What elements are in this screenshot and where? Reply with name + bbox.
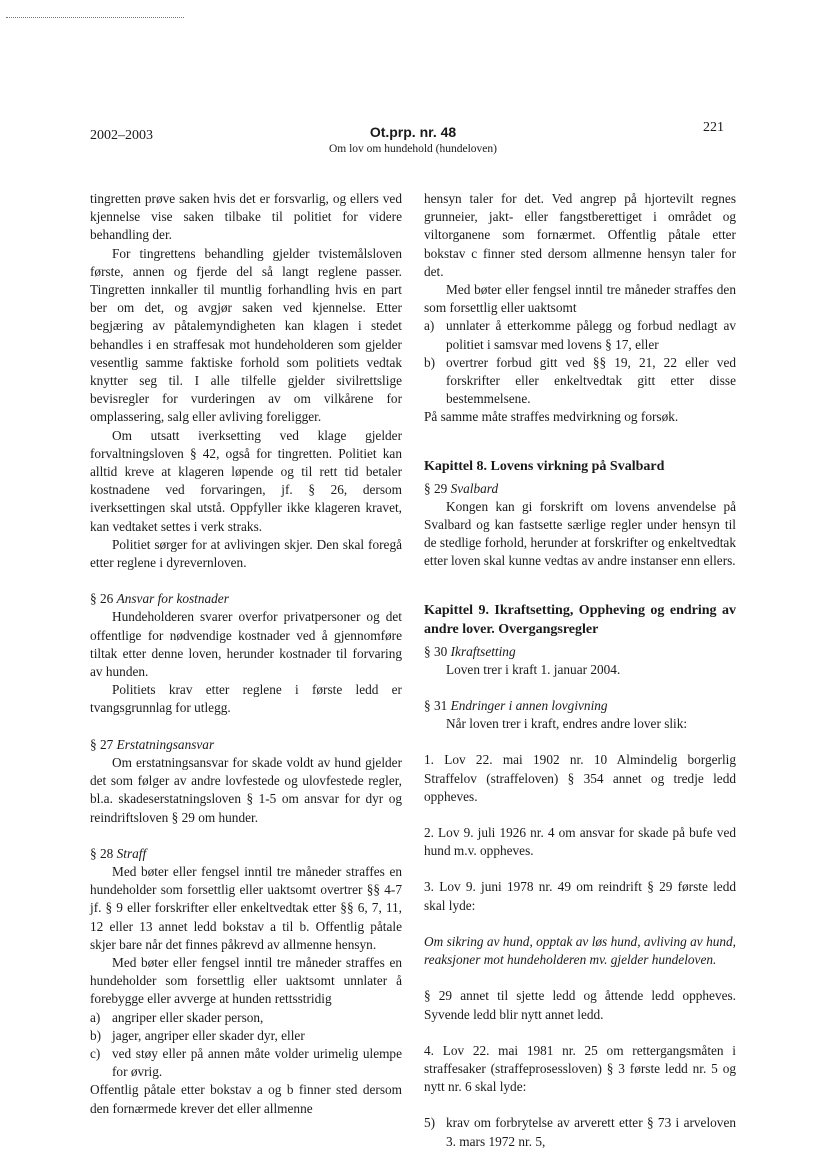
section-number: § 29: [424, 480, 448, 496]
paragraph: For tingrettens behandling gjelder tvistemålsloven første, annen og fjerde del så langt reglene passer. Tingretten innkaller til muntlig forhandling hvis en part ber om det, og avgjør saken ved kjennelse. Etter begjæring av påtalemyndigheten kan klagen i stedet behandles i en straffesak mot hundeholderen som gjelder vesentlig samme faktiske forhold som politiets vedtak knytter seg til. I alle tilfelle gjelder sivilrettslige bevisregler for vurderingen av om vilkårene for omplassering, salg eller avliving foreligger.: [90, 245, 402, 425]
paragraph: Om erstatningsansvar for skade voldt av hund gjelder det som følger av andre lovfestede og ulovfestede regler, bl.a. skadeserstatningsloven § 1-5 om ansvar for dyr og reindriftsloven § 29 om hunder.: [90, 754, 402, 825]
quoted-provision: Om sikring av hund, opptak av løs hund, avliving av hund, reaksjoner mot hundeholderen mv. gjelder hundeloven.: [424, 933, 736, 968]
amendment-item-1: 1. Lov 22. mai 1902 nr. 10 Almindelig borgerlig Straffelov (straffeloven) § 354 annet og tredje ledd oppheves.: [424, 752, 736, 804]
left-column: [90, 190, 402, 1118]
document-title: Ot.prp. nr. 48: [369, 124, 457, 140]
section-title: Ikraftsetting: [450, 643, 516, 659]
list-item: a) unnlater å etterkomme pålegg og forbud nedlagt av politiet i samsvar med lovens § 17, eller: [424, 318, 736, 352]
scan-artifact-line: [6, 17, 184, 18]
paragraph: Med bøter eller fengsel inntil tre måneder straffes en hundeholder som forsettlig eller uaktsomt unnlater å forebygge eller avverge at hunden rettsstridig: [90, 954, 402, 1007]
paragraph: Loven trer i kraft 1. januar 2004.: [446, 661, 621, 677]
section-heading-30: [424, 643, 736, 661]
document-subtitle: Om lov om hundehold (hundeloven): [328, 143, 497, 155]
section-number: § 26: [90, 591, 114, 607]
list-item: 5) krav om forbrytelse av arverett etter § 73 i arveloven 3. mars 1972 nr. 5,: [424, 1115, 736, 1149]
section-heading-29: [424, 480, 736, 498]
right-column: [424, 190, 736, 1151]
list-item: a) angriper eller skader person,: [90, 1009, 264, 1025]
paragraph: tingretten prøve saken hvis det er forsvarlig, og ellers ved kjennelse vise saken tilbake til politiet for videre behandling der.: [90, 191, 402, 243]
header-year: 2002–2003: [90, 128, 153, 143]
page-number: 221: [703, 120, 724, 135]
amendment-item-3: 3. Lov 9. juni 1978 nr. 49 om reindrift § 29 første ledd skal lyde:: [424, 879, 736, 913]
list-item: b) overtrer forbud gitt ved §§ 19, 21, 22 eller ved forskrifter eller enkeltvedtak gitt etter disse bestemmelsene.: [424, 354, 736, 407]
section-title: Endringer i annen lovgivning: [450, 698, 608, 714]
section-title: Ansvar for kostnader: [116, 591, 229, 607]
section-title: Straff: [116, 845, 147, 861]
section-number: § 31: [424, 698, 448, 714]
amendment-item-2: 2. Lov 9. juli 1926 nr. 4 om ansvar for skade på bufe ved hund m.v. oppheves.: [424, 825, 736, 859]
chapter-heading-8: Kapittel 8. Lovens virkning på Svalbard: [424, 458, 665, 474]
section-title: Svalbard: [450, 480, 499, 496]
paragraph: Hundeholderen svarer overfor privatpersoner og det offentlige for nødvendige kostnader ved å gjennomføre tiltak etter denne loven, herunder kostnader til forvaring av hunden.: [90, 609, 402, 680]
paragraph: Når loven trer i kraft, endres andre lover slik:: [446, 716, 688, 732]
section-title: Erstatningsansvar: [116, 736, 215, 752]
list-item: b) jager, angriper eller skader dyr, eller: [90, 1027, 305, 1043]
list-item: c) ved støy eller på annen måte volder urimelig ulempe for øvrig.: [90, 1045, 402, 1080]
paragraph: Kongen kan gi forskrift om lovens anvendelse på Svalbard og kan fastsette særlige regler under hensyn til de stedlige forhold, herunder at forskrifter og enkeltvedtak etter loven skal kunne vedtas av andre instanser enn ellers.: [424, 498, 736, 569]
section-heading-26: [90, 590, 402, 608]
section-heading-28: [90, 845, 402, 863]
paragraph: hensyn taler for det. Ved angrep på hjortevilt regnes grunneier, jakt- eller fangstberettiget i området og viltorganene som fornærmet. Offentlig påtale etter bokstav c finner sted dersom allmenne hensyn taler for det.: [424, 191, 736, 279]
section-heading-31: [424, 697, 736, 715]
paragraph: Om utsatt iverksetting ved klage gjelder forvaltningsloven § 42, også for tingretten. Politiet kan alltid kreve at klageren løpende og til rett tid betaler kostnadene ved forvaringen, jf. § 26, dersom iverksettingen skal utstå. Oppfyller ikke klageren kravet, kan vedtaket settes i verk straks.: [90, 427, 402, 534]
amendment-item-4: 4. Lov 22. mai 1981 nr. 25 om rettergangsmåten i straffesaker (straffeprosessloven) § 3 første ledd nr. 5 og nytt nr. 6 skal lyde:: [424, 1042, 736, 1095]
paragraph: Politiets krav etter reglene i første ledd er tvangsgrunnlag for utlegg.: [90, 682, 402, 716]
section-heading-27: [90, 736, 402, 754]
paragraph: § 29 annet til sjette ledd og åttende ledd oppheves. Syvende ledd blir nytt annet ledd.: [424, 988, 736, 1022]
paragraph: Offentlig påtale etter bokstav a og b finner sted dersom den fornærmede krever det eller allmenne: [90, 1082, 402, 1116]
chapter-heading-9: Kapittel 9. Ikraftsetting, Oppheving og endring av andre lover. Overgangsregler: [424, 602, 736, 637]
section-number: § 27: [90, 736, 114, 752]
section-number: § 30: [424, 643, 448, 659]
paragraph: Politiet sørger for at avlivingen skjer. Den skal foregå etter reglene i dyrevernloven.: [90, 536, 402, 571]
paragraph: På samme måte straffes medvirkning og forsøk.: [424, 409, 679, 425]
paragraph: Med bøter eller fengsel inntil tre måneder straffes en hundeholder som forsettlig eller uaktsomt overtrer §§ 4-7 jf. § 9 eller forskrifter eller enkeltvedtak etter §§ 6, 7, 11, 12 eller 13 annet ledd bokstav a til b. Offentlig påtale skjer bare når det finnes påkrevd av allmenne hensyn.: [90, 863, 402, 952]
section-number: § 28: [90, 845, 114, 861]
paragraph: Med bøter eller fengsel inntil tre måneder straffes den som forsettlig eller uaktsomt: [424, 282, 736, 316]
